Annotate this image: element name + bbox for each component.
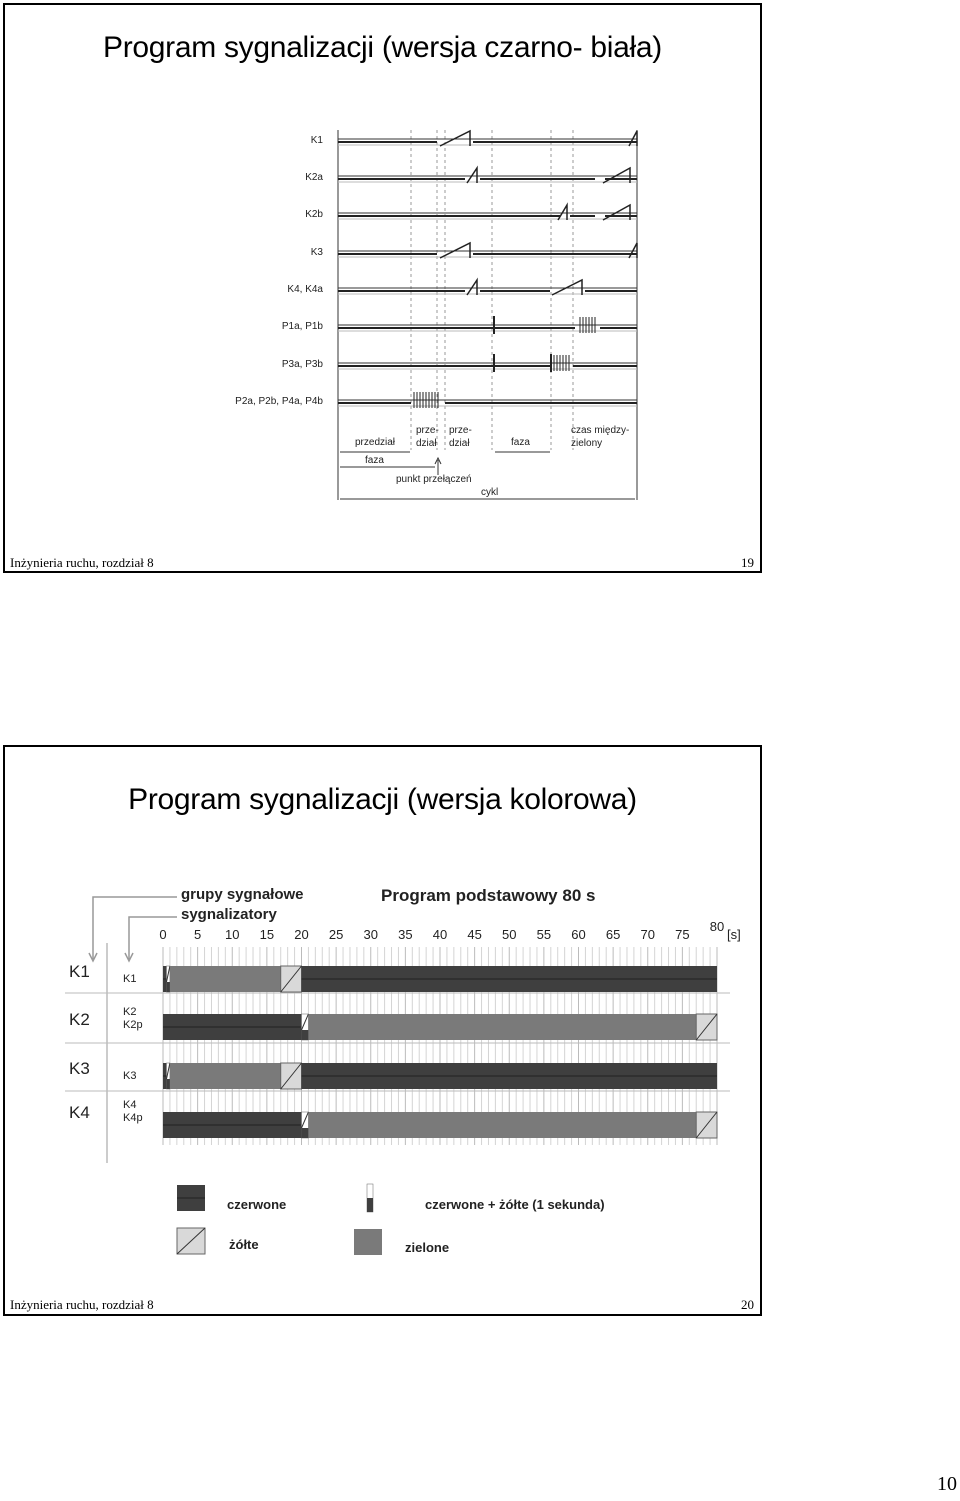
group-header: grupy sygnałowe bbox=[181, 886, 304, 903]
time-tick-label: 5 bbox=[194, 927, 202, 942]
signal-program-bw-diagram bbox=[5, 5, 760, 571]
legend-label-green: zielone bbox=[405, 1240, 450, 1255]
legend-label-red: czerwone bbox=[227, 1197, 287, 1212]
phase-red-yellow-red bbox=[166, 1079, 169, 1089]
signal-label: K4p bbox=[123, 1112, 143, 1124]
phase-red-yellow-red bbox=[302, 1030, 309, 1040]
row-label: P1a, P1b bbox=[281, 321, 323, 332]
time-tick-label: 10 bbox=[225, 927, 240, 942]
page-number: 10 bbox=[937, 1473, 957, 1495]
time-tick-label: 75 bbox=[675, 927, 690, 942]
time-tick-label: 25 bbox=[328, 927, 344, 942]
slide-number: 20 bbox=[741, 1297, 754, 1312]
time-tick-label: 80 bbox=[709, 919, 725, 934]
label-cykl: cykl bbox=[481, 487, 499, 498]
group-label: K1 bbox=[69, 962, 90, 981]
row-label: K3 bbox=[310, 247, 323, 258]
time-tick-label: 55 bbox=[536, 927, 552, 942]
row-label: K2b bbox=[305, 209, 323, 220]
signal-label: K1 bbox=[123, 973, 137, 985]
group-label: K2 bbox=[69, 1010, 90, 1029]
signal-label: K3 bbox=[123, 1070, 137, 1082]
chart-title: Program podstawowy 80 s bbox=[381, 886, 596, 905]
slide-20 bbox=[3, 745, 762, 1316]
phase-red-yellow-red bbox=[166, 982, 169, 992]
time-tick-label: 20 bbox=[294, 927, 309, 942]
row-label: P2a, P2b, P4a, P4b bbox=[235, 396, 323, 407]
label-przedzial-2b: dział bbox=[416, 438, 437, 449]
signal-label: K4 bbox=[123, 1099, 137, 1111]
label-punkt: punkt przełączeń bbox=[396, 474, 472, 485]
signal-header: sygnalizatory bbox=[181, 906, 277, 923]
label-przedzial-2a: prze- bbox=[416, 425, 439, 436]
time-tick-label: 70 bbox=[640, 927, 655, 942]
slide-title: Program sygnalizacji (wersja kolorowa) bbox=[128, 783, 637, 816]
switch-point-arrow bbox=[435, 458, 441, 475]
time-tick-label: 40 bbox=[432, 927, 448, 942]
time-tick-label: 15 bbox=[259, 927, 275, 942]
label-faza: faza bbox=[365, 455, 384, 466]
legend-label-red-yellow: czerwone + żółte (1 sekunda) bbox=[425, 1197, 605, 1212]
time-tick-label: 45 bbox=[467, 927, 482, 942]
label-czas-b: zielony bbox=[571, 438, 603, 449]
label-faza-2: faza bbox=[511, 437, 530, 448]
phase-green bbox=[308, 1112, 696, 1138]
label-przedzial-3a: prze- bbox=[449, 425, 472, 436]
group-label: K3 bbox=[69, 1059, 90, 1078]
phase-green bbox=[308, 1014, 696, 1040]
phase-green bbox=[170, 1063, 281, 1089]
label-przedzial: przedział bbox=[355, 437, 396, 448]
row-label: K4, K4a bbox=[287, 284, 323, 295]
group-label: K4 bbox=[69, 1103, 90, 1122]
time-tick-label: 30 bbox=[363, 927, 378, 942]
signal-label: K2 bbox=[123, 1006, 137, 1018]
time-unit: [s] bbox=[727, 927, 741, 942]
legend-swatch-green bbox=[354, 1229, 382, 1255]
time-tick-label: 65 bbox=[605, 927, 621, 942]
signal-label: K2p bbox=[123, 1019, 143, 1031]
time-tick-label: 35 bbox=[398, 927, 413, 942]
time-tick-label: 60 bbox=[571, 927, 586, 942]
row-label: P3a, P3b bbox=[281, 359, 323, 370]
label-czas-a: czas między- bbox=[571, 425, 630, 436]
slide-title: Program sygnalizacji (wersja czarno- biała) bbox=[103, 31, 662, 64]
legend-swatch-red-yellow-red bbox=[367, 1198, 373, 1212]
legend-label-yellow: żółte bbox=[229, 1237, 259, 1252]
footer-text: Inżynieria ruchu, rozdział 8 bbox=[10, 555, 154, 570]
slide-number: 19 bbox=[741, 555, 754, 570]
time-tick-label: 50 bbox=[502, 927, 517, 942]
phase-red-yellow-red bbox=[302, 1128, 309, 1138]
row-label: K1 bbox=[310, 135, 323, 146]
signal-program-color-chart bbox=[5, 747, 760, 1314]
slide-19 bbox=[3, 3, 762, 573]
footer-text: Inżynieria ruchu, rozdział 8 bbox=[10, 1297, 154, 1312]
row-label: K2a bbox=[305, 172, 323, 183]
phase-green bbox=[170, 966, 281, 992]
time-tick-label: 0 bbox=[159, 927, 167, 942]
label-przedzial-3b: dział bbox=[449, 438, 470, 449]
